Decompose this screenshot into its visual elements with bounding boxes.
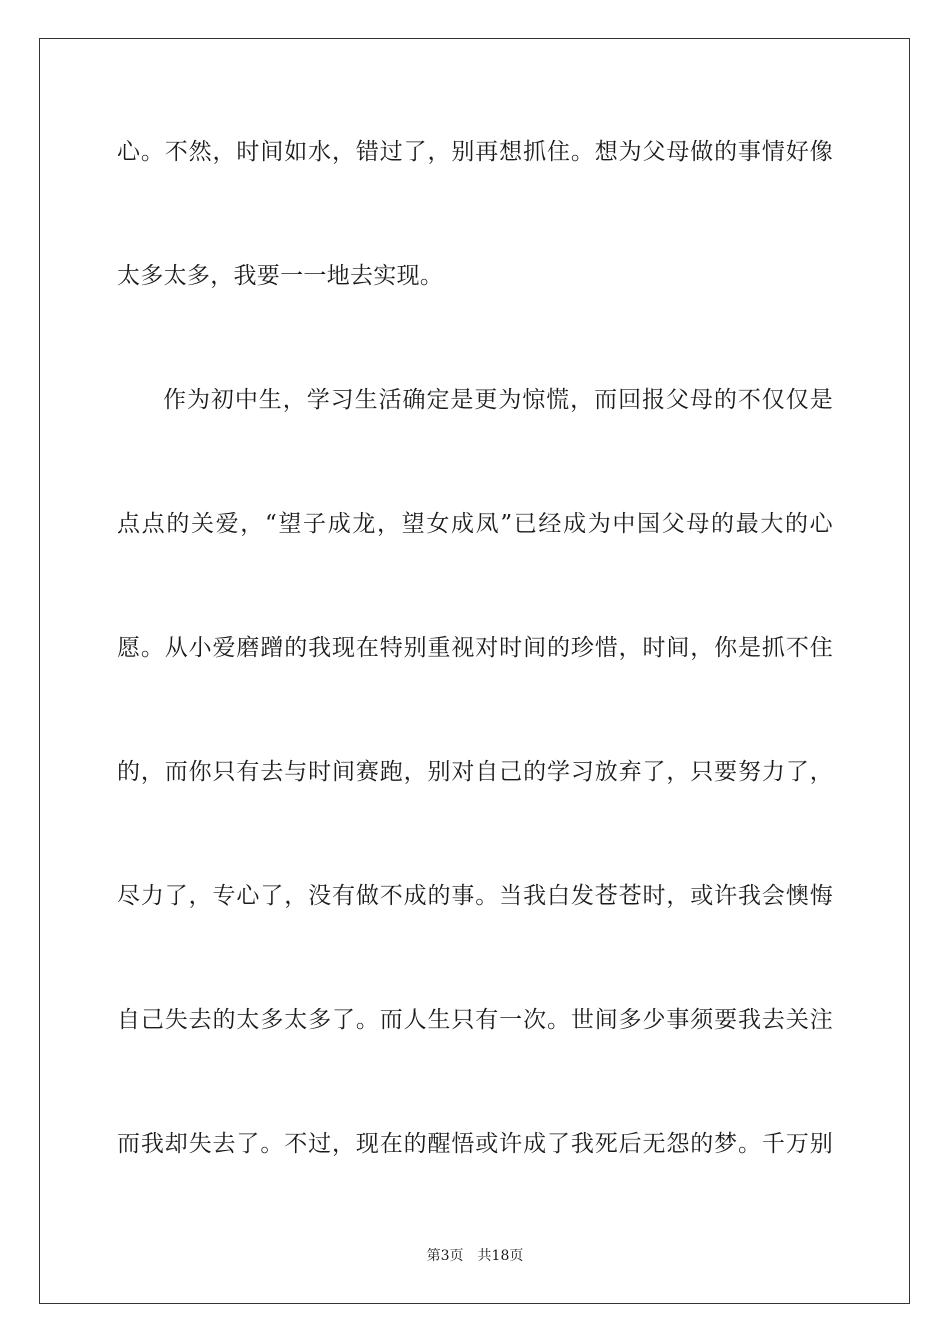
total-pages: 共18页 bbox=[477, 1248, 524, 1264]
body-line-5: 愿。从小爱磨蹭的我现在特别重视对时间的珍惜，时间，你是抓不住 bbox=[117, 635, 833, 661]
body-line-7: 尽力了，专心了，没有做不成的事。当我白发苍苍时，或许我会懊悔 bbox=[117, 883, 833, 909]
body-line-9: 而我却失去了。不过，现在的醒悟或许成了我死后无怨的梦。千万别 bbox=[117, 1131, 833, 1157]
body-line-3: 作为初中生，学习生活确定是更为惊慌，而回报父母的不仅仅是 bbox=[163, 387, 833, 413]
page-border bbox=[39, 38, 910, 1304]
page-footer bbox=[0, 1246, 950, 1266]
body-line-1: 心。不然，时间如水，错过了，别再想抓住。想为父母做的事情好像 bbox=[117, 139, 833, 165]
body-line-2: 太多太多，我要一一地去实现。 bbox=[117, 263, 444, 289]
body-line-4: 点点的关爱，“望子成龙，望女成凤”已经成为中国父母的最大的心 bbox=[117, 511, 833, 537]
body-line-8: 自己失去的太多太多了。而人生只有一次。世间多少事须要我去关注 bbox=[117, 1007, 833, 1033]
body-line-6: 的，而你只有去与时间赛跑，别对自己的学习放弃了，只要努力了， bbox=[117, 759, 833, 785]
page-number: 第3页 bbox=[426, 1248, 464, 1264]
